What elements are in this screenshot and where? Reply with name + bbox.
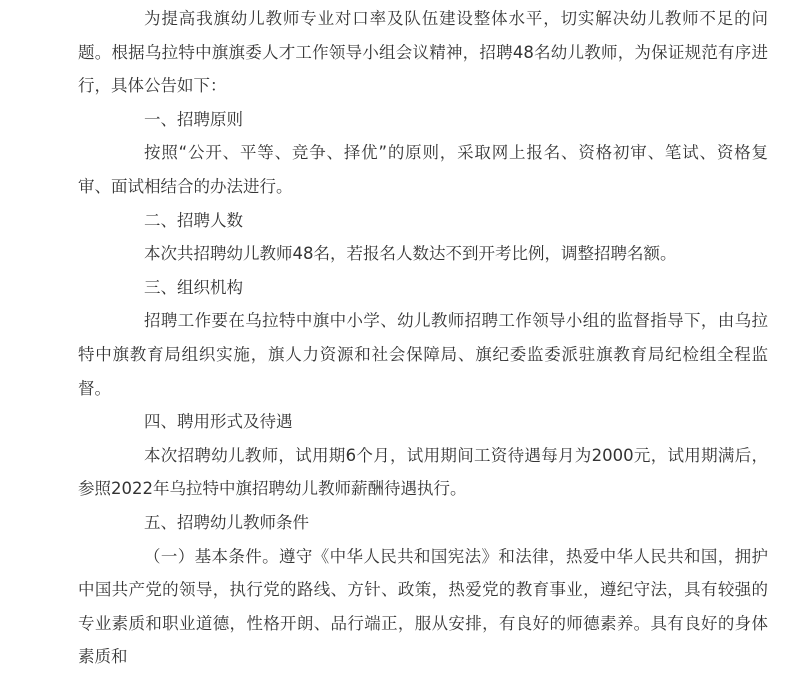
principle-paragraph: 按照“公开、平等、竞争、择优”的原则，采取网上报名、资格初审、笔试、资格复审、面试相结合的办法进行。 bbox=[78, 143, 768, 196]
section-heading-conditions: 五、招聘幼儿教师条件 bbox=[144, 512, 309, 532]
conditions-paragraph: （一）基本条件。遵守《中华人民共和国宪法》和法律，热爱中华人民共和国，拥护中国共产党的领导，执行党的路线、方针、政策，热爱党的教育事业，遵纪守法，具有较强的专业素质和职业道德，性格开朗、品行端正，服从安排，有良好的师德素养。具有良好的身体素质和 bbox=[78, 546, 768, 667]
section-heading-recruitment-principle: 一、招聘原则 bbox=[144, 109, 243, 129]
treatment-paragraph: 本次招聘幼儿教师，试用期6个月，试用期间工资待遇每月为2000元，试用期满后，参照2022年乌拉特中旗招聘幼儿教师薪酬待遇执行。 bbox=[78, 445, 768, 499]
section-heading-employment-treatment: 四、聘用形式及待遇 bbox=[144, 412, 293, 432]
section-heading-organization: 三、组织机构 bbox=[144, 277, 243, 297]
organization-paragraph: 招聘工作要在乌拉特中旗中小学、幼儿教师招聘工作领导小组的监督指导下，由乌拉特中旗教育局组织实施，旗人力资源和社会保障局、旗纪委监委派驻旗教育局纪检组全程监督。 bbox=[78, 311, 768, 398]
intro-paragraph: 为提高我旗幼儿教师专业对口率及队伍建设整体水平，切实解决幼儿教师不足的问题。根据乌拉特中旗旗委人才工作领导小组会议精神，招聘48名幼儿教师，为保证规范有序进行，具体公告如下： bbox=[78, 9, 768, 96]
announcement-body bbox=[78, 2, 768, 674]
section-heading-recruitment-number: 二、招聘人数 bbox=[144, 210, 243, 230]
number-paragraph: 本次共招聘幼儿教师48名，若报名人数达不到开考比例，调整招聘名额。 bbox=[144, 244, 677, 264]
